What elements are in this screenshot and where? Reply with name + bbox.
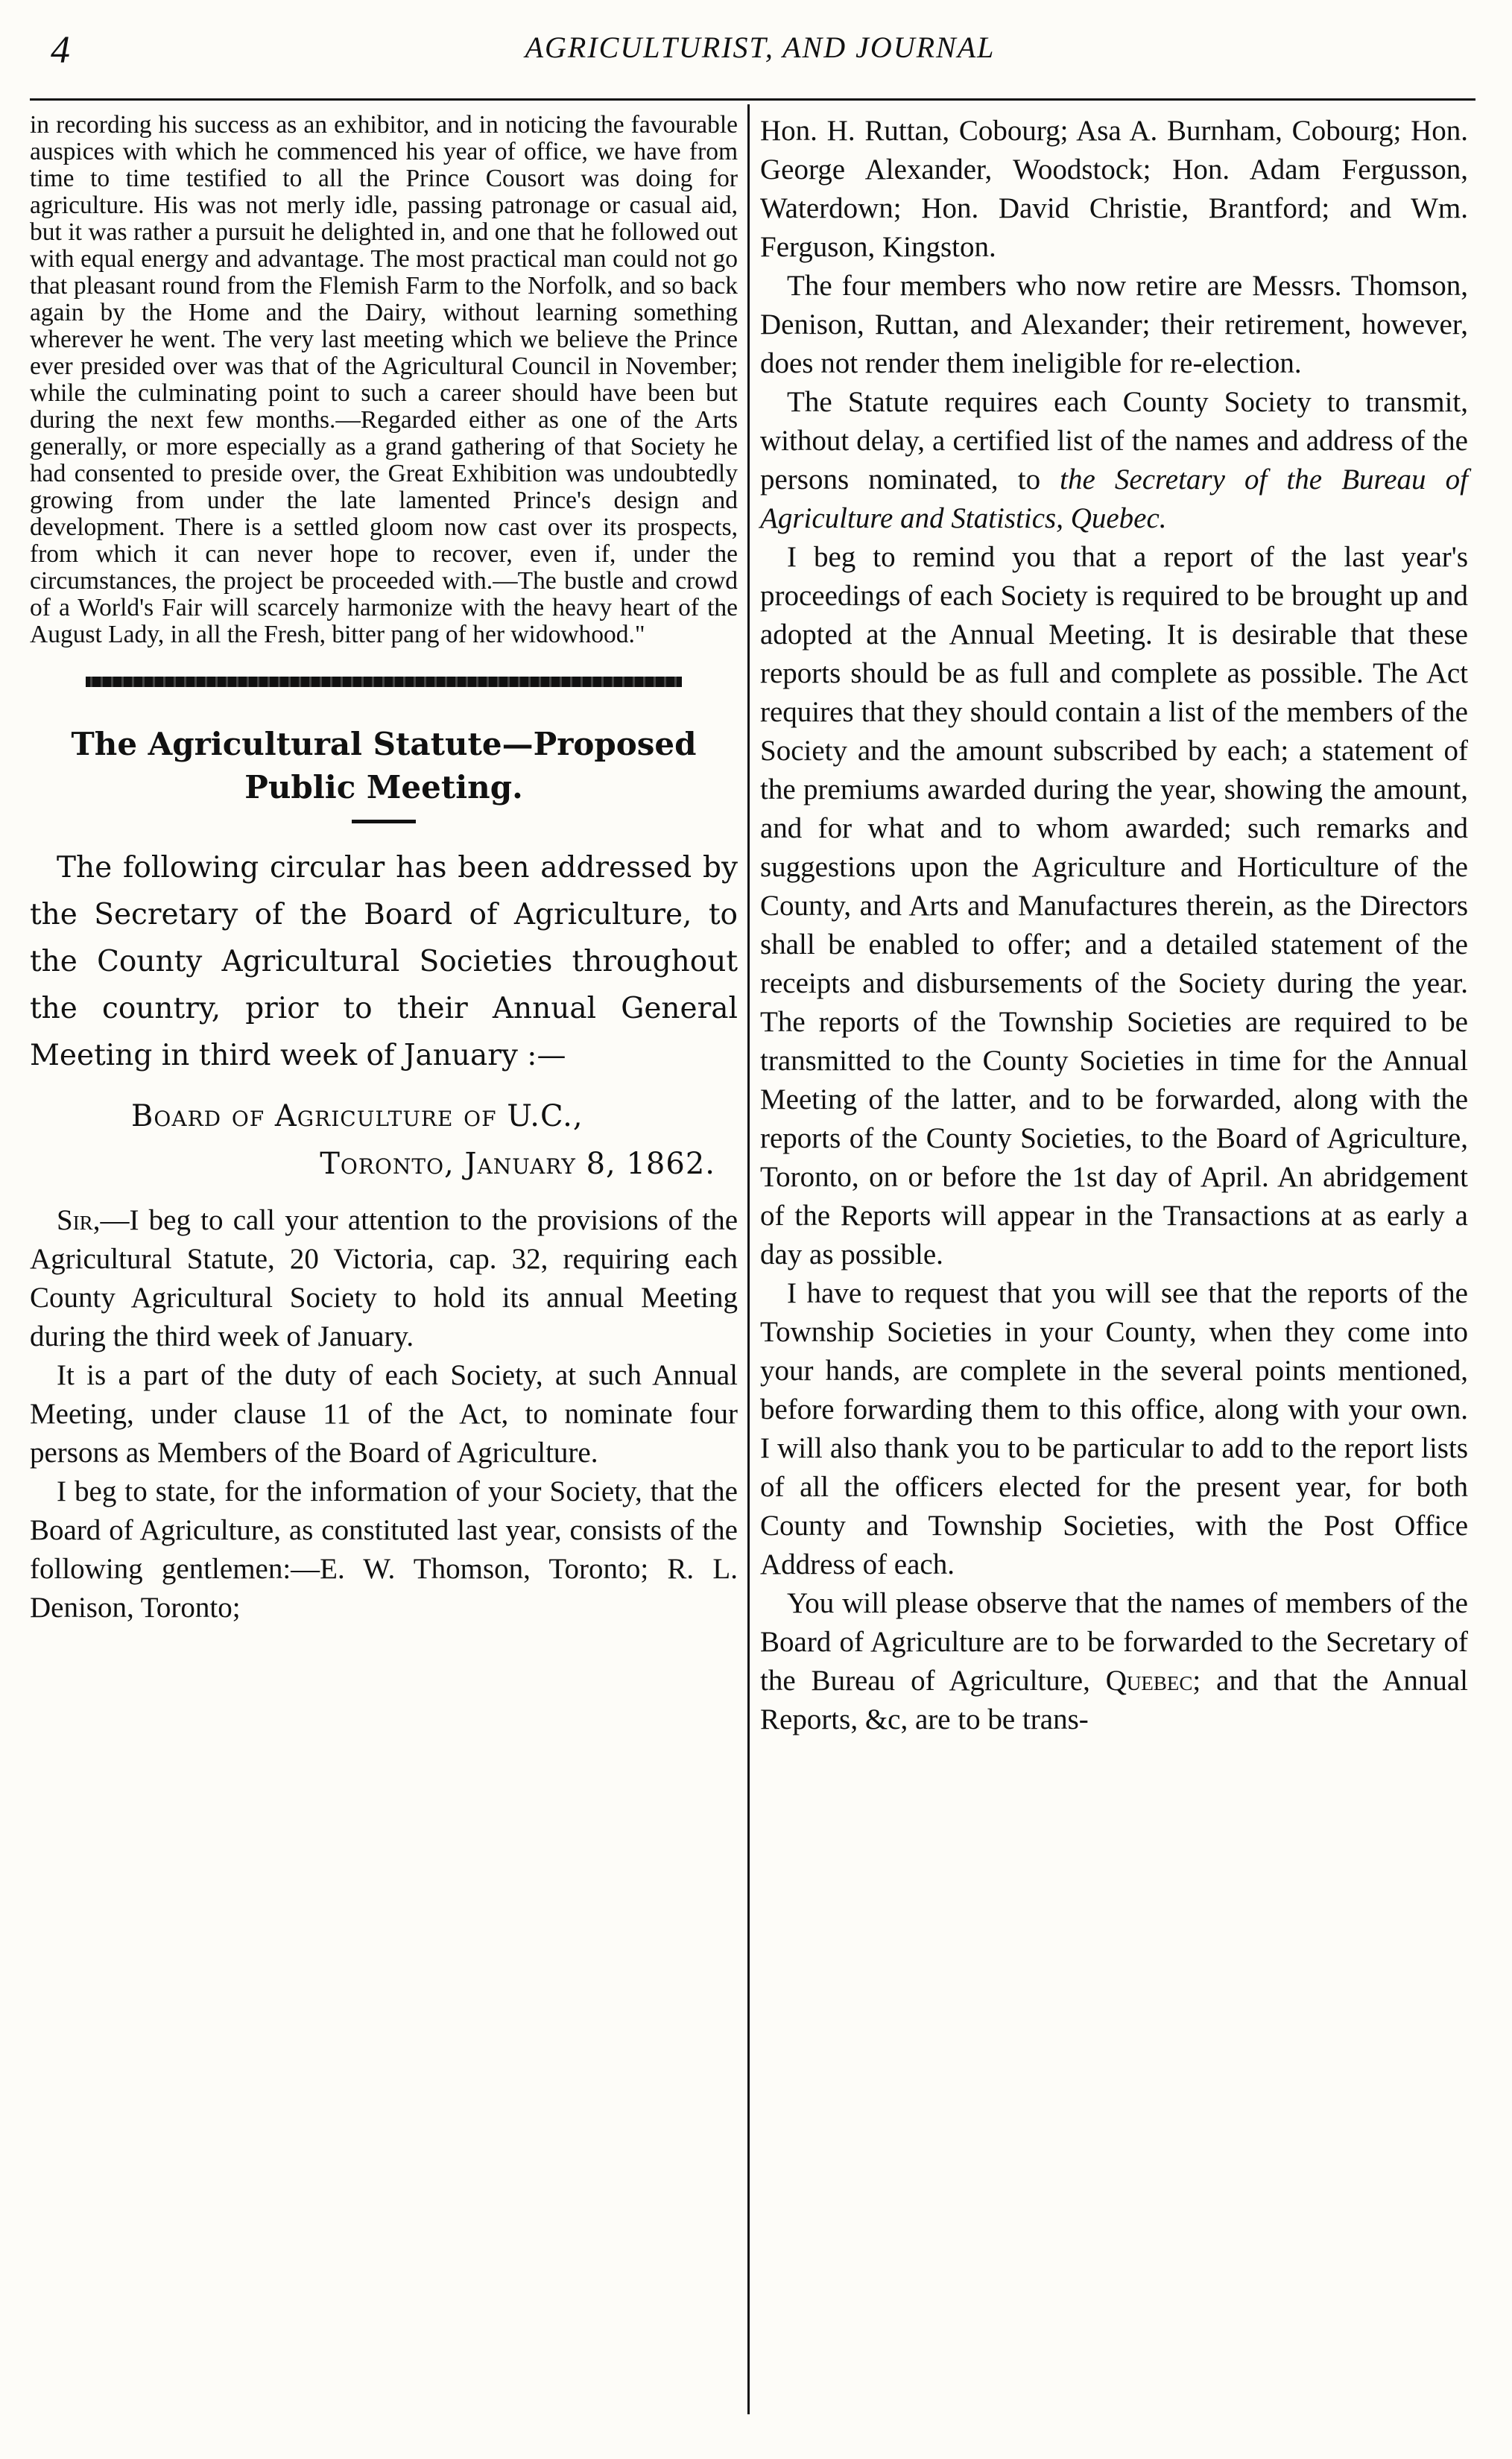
right-paragraph-5: I have to request that you will see that the reports of the Township Societies in your County, when they come into your hands, are complete in the several points mentioned, before forwarding them to this office, along with your own. I will also thank you to be particular to add to the report lists of all the officers elected for the present year, for both County and Township Societies, with the Post Office Address of each. — [760, 1277, 1468, 1580]
section-divider — [86, 677, 682, 687]
header-rule — [30, 98, 1475, 101]
right-column — [760, 112, 1468, 1739]
right-paragraph-3-text: The Statute requires each County Society to transmit, without delay, a certified list of the names and address of the persons nominated, to — [760, 386, 1468, 496]
running-title: AGRICULTURIST, AND JOURNAL — [525, 31, 996, 64]
right-paragraph-1: Hon. H. Ruttan, Cobourg; Asa A. Burnham, Cobourg; Hon. George Alexander, Woodstock; Hon. Adam Fergusson, Waterdown; Hon. David Christie, Brantford; and Wm. Ferguson, Kingston. — [760, 115, 1468, 263]
right-paragraph-2: The four members who now retire are Messrs. Thomson, Denison, Ruttan, and Alexander; their retirement, however, does not render them ineligible for re-election. — [760, 270, 1468, 379]
right-paragraph-3 — [760, 383, 1468, 538]
bureau-address-italic: the Secretary of the Bureau of Agriculture and Statistics, Quebec. — [760, 463, 1468, 534]
right-paragraph-4: I beg to remind you that a report of the last year's proceedings of each Society is required to be brought up and adopted at the Annual Meeting. It is desirable that these reports should be as full and complete as possible. The Act requires that they should contain a list of the members of the Society and the amount subscribed by each; a statement of the premiums awarded during the year, showing the amount, and for what and to whom awarded; such remarks and suggestions upon the Agriculture and Horticulture of the County, and Arts and Manufactures therein, as the Directors shall be enabled to offer; and a detailed statement of the receipts and disbursements of the Society during the year. The reports of the Township Societies are required to be transmitted to the County Societies in time for the Annual Meeting of the latter, and to be forwarded, along with the reports of the County Societies, to the Board of Agriculture, Toronto, on or before the 1st day of April. An abridgement of the Reports will appear in the Transactions at as early a day as possible. — [760, 541, 1468, 1270]
letter-paragraph-1 — [30, 1201, 738, 1356]
letter-address-line-1: Board of Agriculture of U.C., — [131, 1099, 583, 1133]
right-paragraph-6-text-b: ; and that the Annual Reports, &c, are to be trans- — [760, 1665, 1468, 1735]
article-heading: The Agricultural Statute—Proposed Public Meeting. — [71, 726, 697, 806]
continued-paragraph: in recording his success as an exhibitor, and in noticing the favourable auspices with which he commenced his year of office, we have from time to time testified to all the Prince Cousort was doing for agriculture. His was not merly idle, passing patronage or casual aid, but it was rather a pursuit he delighted in, and one that he followed out with equal energy and advantage. The most practical man could not go that pleasant round from the Flemish Farm to the Norfolk, and so back again by the Home and the Dairy, without learning something wherever he went. The very last meeting which we believe the Prince ever presided over was that of the Agricultural Council in November; while the culminating point to such a career should have been but during the next few months.—Regarded either as one of the Arts generally, or more especially as a grand gathering of that Society he had consented to preside over, the Great Exhibition was undoubtedly growing from under the late lamented Prince's design and development. There is a settled gloom now cast over its prospects, from which it can never hope to recover, even if, under the circumstances, the project be proceeded with.—The bustle and crowd of a World's Fair will scarcely harmonize with the heavy heart of the August Lady, in all the Fresh, bitter pang of her widowhood." — [30, 111, 738, 648]
letter-body — [30, 1201, 738, 1627]
left-column — [30, 112, 738, 1627]
letter-paragraph-3: I beg to state, for the information of your Society, that the Board of Agriculture, as constituted last year, consists of the following gentlemen:—E. W. Thomson, Toronto; R. L. Denison, Toronto; — [30, 1475, 738, 1624]
column-rule — [747, 104, 750, 2414]
intro-paragraph: The following circular has been addressed by the Secretary of the Board of Agriculture, to the County Agricultural Societies throughout the country, prior to their Annual General Meeting in third week of January :— — [30, 851, 738, 1072]
page-number: 4 — [51, 29, 70, 72]
salutation: Sir, — [57, 1204, 101, 1236]
right-paragraph-6-text-a: You will please observe that the names of members of the Board of Agriculture are to be forwarded to the Secretary of the Bureau of Agriculture, — [760, 1587, 1468, 1697]
quebec-small-caps: Quebec — [1105, 1665, 1193, 1697]
heading-rule — [352, 820, 416, 823]
letter-address-line-2: Toronto, January 8, 1862. — [320, 1147, 715, 1181]
page-header — [45, 22, 1475, 82]
right-paragraph-6 — [760, 1584, 1468, 1739]
letter-paragraph-2: It is a part of the duty of each Society, at such Annual Meeting, under clause 11 of the Act, to nominate four persons as Members of the Board of Agriculture. — [30, 1359, 738, 1469]
letter-paragraph-1-text: —I beg to call your attention to the provisions of the Agricultural Statute, 20 Victoria, cap. 32, requiring each County Agricultural Society to hold its annual Meeting during the third week of January. — [30, 1204, 738, 1352]
